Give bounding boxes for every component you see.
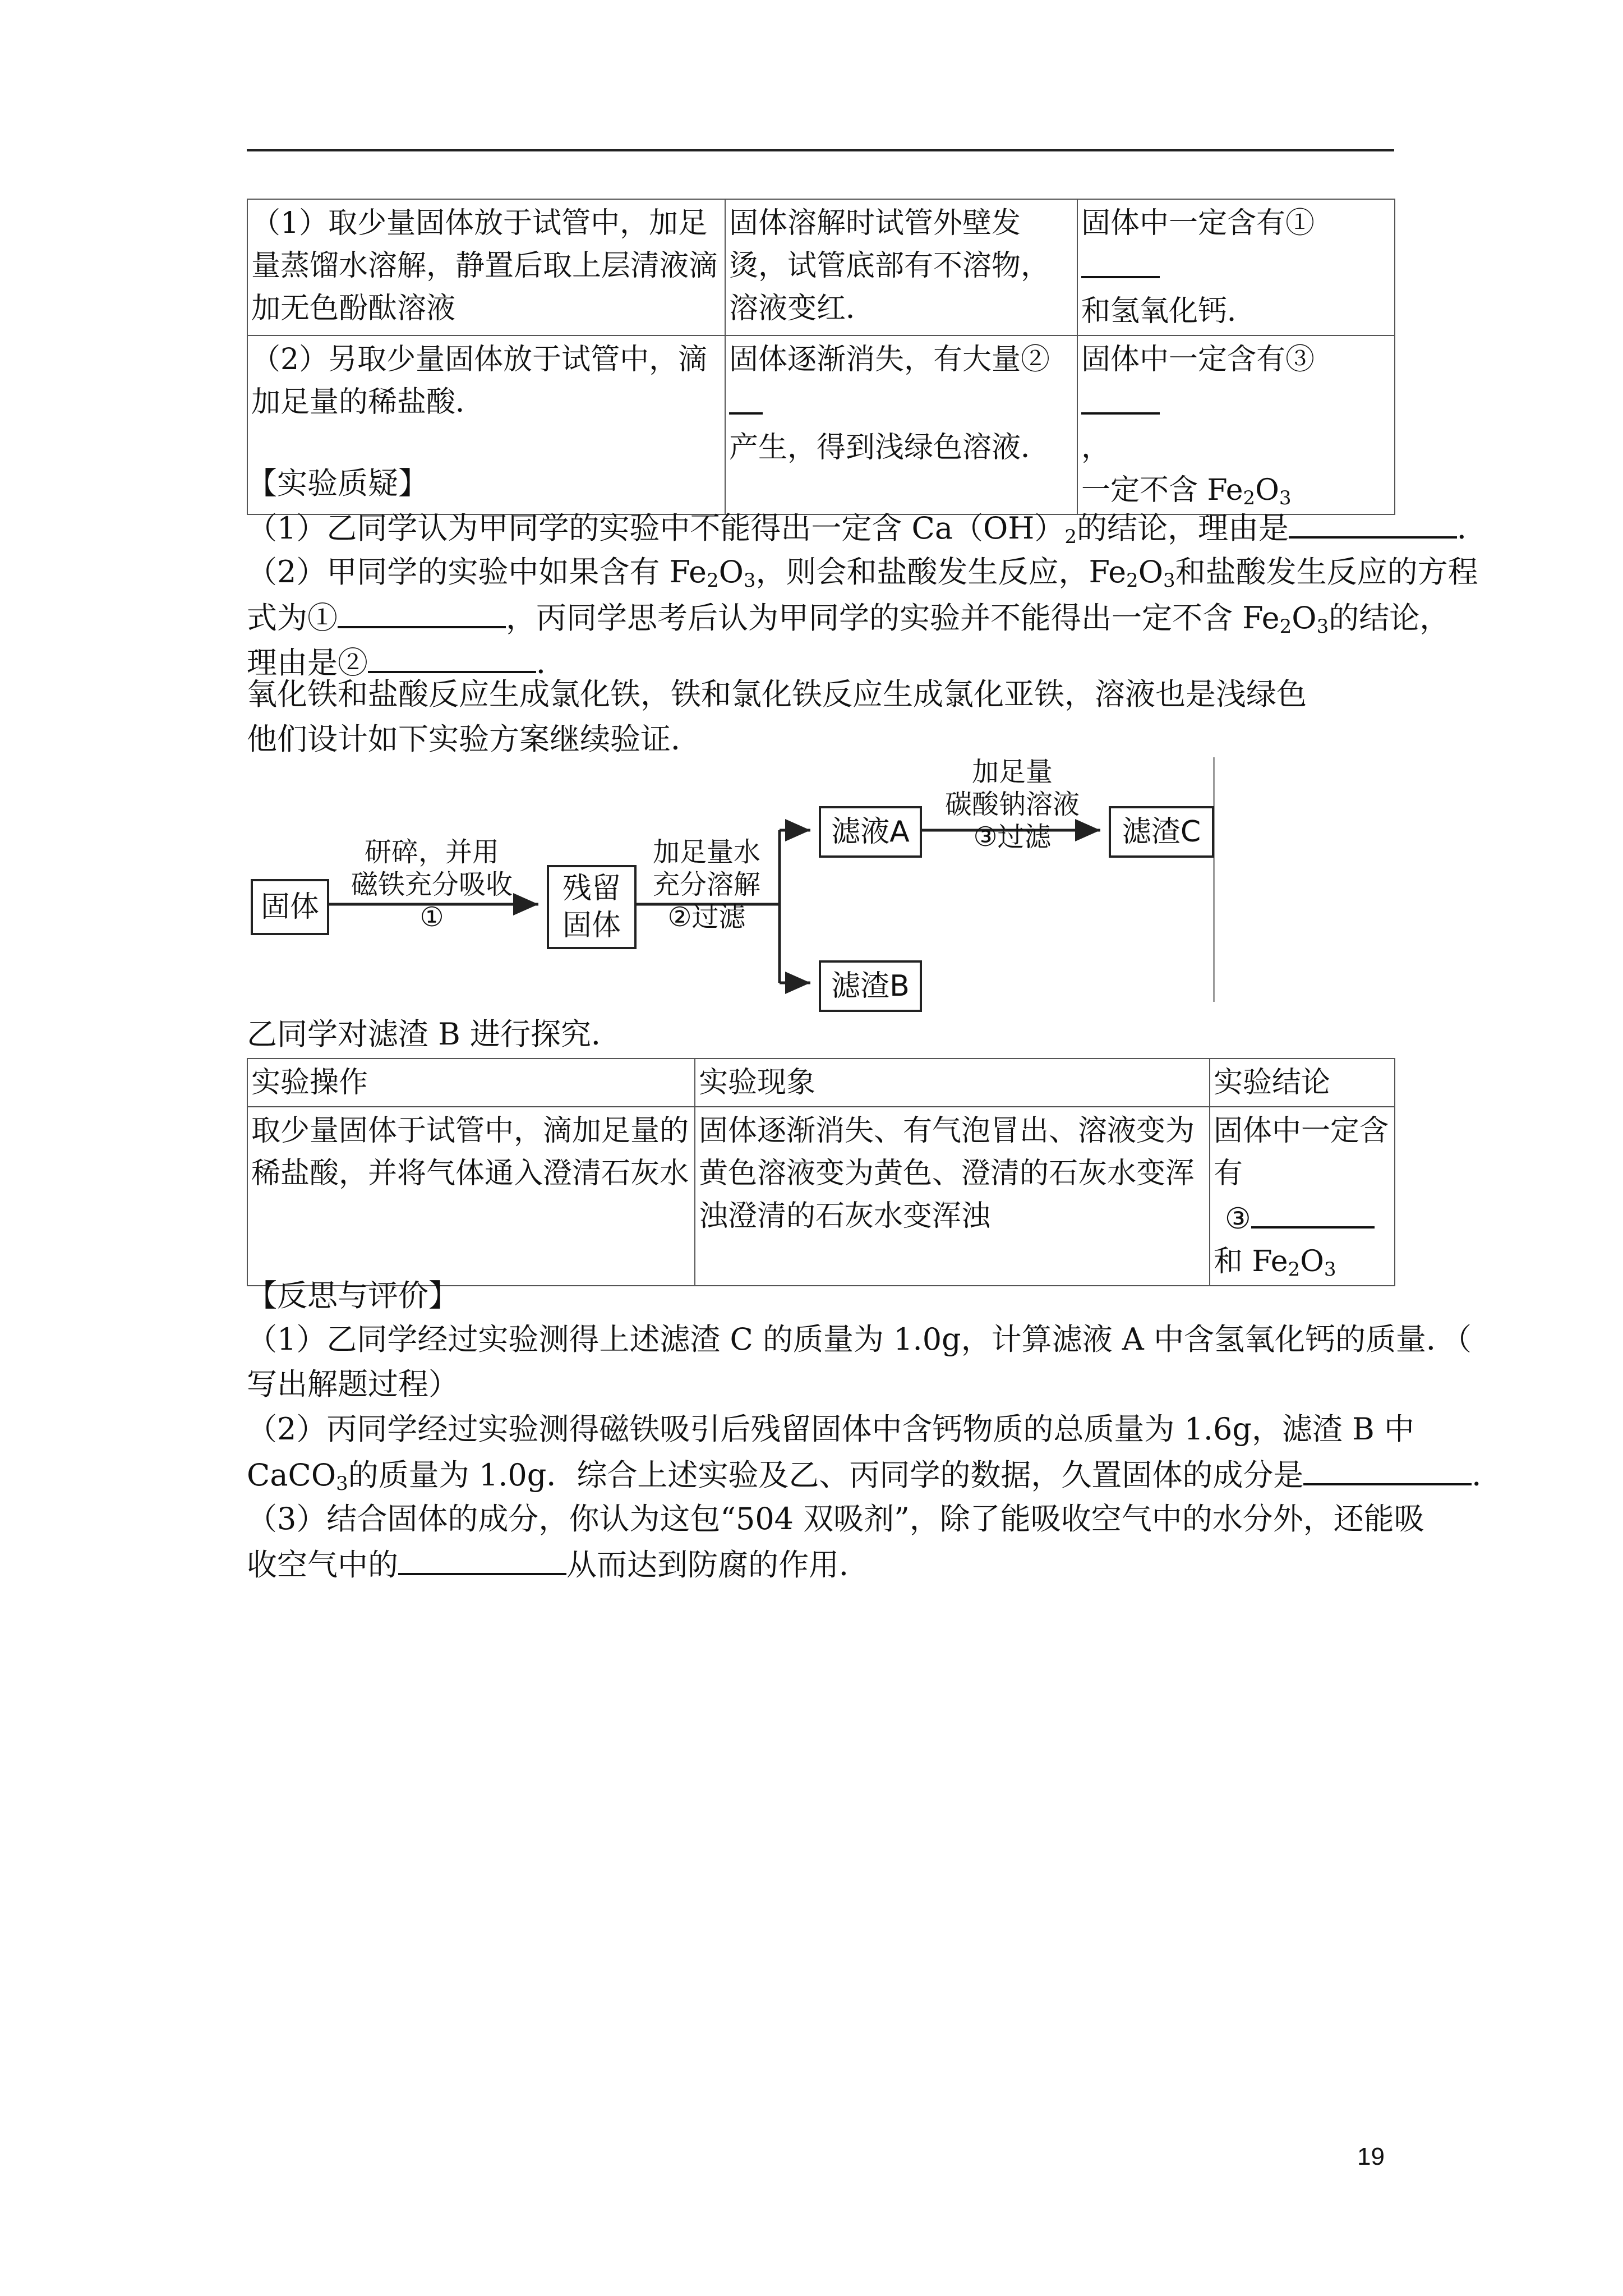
answer-blank <box>1251 1195 1375 1228</box>
question-1: （1）乙同学认为甲同学的实验中不能得出一定含 $Ca(OH)_2$的结论，理由是 ． <box>247 505 1394 551</box>
operation-cell: （2）另取少量固体放于试管中，滴加足量的稀盐酸． <box>247 335 725 514</box>
reflection-1-line-2: 写出解题过程） <box>247 1366 459 1402</box>
box-residue-c: 滤渣C <box>1109 806 1214 858</box>
header-operation: 实验操作 <box>247 1059 695 1107</box>
phenomenon-cell: 固体逐渐消失、有气泡冒出、溶液变为黄色溶液变为黄色、澄清的石灰水变浑浊澄清的石灰水变浑浊 <box>695 1107 1210 1286</box>
residue-b-intro: 乙同学对滤渣 B 进行探究． <box>247 1016 622 1052</box>
reflection-1-line-1: （1）乙同学经过实验测得上述滤渣 C 的质量为 1.0g，计算滤液 A 中含氢氧化钙的质量．（ <box>247 1322 1472 1357</box>
phenomenon-cell: 固体逐渐消失，有大量② 产生，得到浅绿色溶液． <box>725 335 1077 514</box>
question-2-line-1: （2）甲同学的实验中如果含有 $Fe_2O_3$，则会和盐酸发生反应，$Fe_2O_3$和盐酸发生反应的方程 <box>247 554 1478 592</box>
table-header-row <box>247 1059 1395 1107</box>
operation-cell: 取少量固体于试管中，滴加足量的稀盐酸，并将气体通入澄清石灰水 <box>247 1107 695 1286</box>
box-residue-b: 滤渣B <box>819 960 922 1012</box>
answer-text: 氧化铁和盐酸反应生成氯化铁，铁和氯化铁反应生成氯化亚铁，溶液也是浅绿色 <box>247 677 1307 712</box>
step-3-label: 加足量 碳酸钠溶液 ③过滤 <box>944 756 1080 853</box>
header-conclusion: 实验结论 <box>1210 1059 1395 1107</box>
operation-cell: （1）取少量固体放于试管中，加足量蒸馏水溶解，静置后取上层清液滴加无色酚酞溶液 <box>247 199 725 335</box>
section-heading: 【反思与评价】 <box>247 1278 459 1313</box>
box-filtrate-a: 滤液A <box>819 806 922 858</box>
answer-blank <box>1303 1452 1472 1485</box>
flow-intro: 他们设计如下实验方案继续验证． <box>247 721 701 757</box>
phenomenon-cell: 固体溶解时试管外壁发烫，试管底部有不溶物，溶液变红． <box>725 199 1077 335</box>
conclusion-cell: 固体中一定含有 ③ 和 $Fe_2O_3$ <box>1210 1107 1395 1286</box>
page-number: 19 <box>1357 2143 1385 2170</box>
step-2-label: 加足量水 充分溶解 ②过滤 <box>652 836 760 933</box>
question-2-line-3: 理由是② ． <box>247 639 1394 685</box>
reflection-2-line-2: CaCO$_3$的质量为 1.0g．综合上述实验及乙、丙同学的数据，久置固体的成分是 ． <box>247 1452 1394 1498</box>
header-phenomenon: 实验现象 <box>695 1059 1210 1107</box>
reflection-2-line-1: （2）丙同学经过实验测得磁铁吸引后残留固体中含钙物质的总质量为 1.6g，滤渣 B 中 <box>247 1411 1414 1447</box>
section-heading: 【实验质疑】 <box>247 466 428 501</box>
reflection-3-line-2: 收空气中的 从而达到防腐的作用． <box>247 1542 1394 1588</box>
box-solid: 固体 <box>251 879 329 935</box>
conclusion-cell: 固体中一定含有① 和氢氧化钙． <box>1077 199 1395 335</box>
box-residue-solid: 残留 固体 <box>547 865 637 949</box>
question-2-line-2: 式为① ，丙同学思考后认为甲同学的实验并不能得出一定不含 $Fe_2O_3$的结论， <box>247 595 1394 641</box>
reflection-3-line-1: （3）结合固体的成分，你认为这包“504 双吸剂”，除了能吸收空气中的水分外，还能吸 <box>247 1501 1424 1536</box>
experiment-table-2 <box>247 1058 1395 1286</box>
step-1-label: 研碎，并用 磁铁充分吸收 ① <box>351 836 513 933</box>
table-row <box>247 1107 1395 1286</box>
conclusion-cell: 固体中一定含有③ ， 一定不含 $Fe_2O_3$ <box>1077 335 1395 514</box>
answer-blank <box>398 1542 566 1575</box>
